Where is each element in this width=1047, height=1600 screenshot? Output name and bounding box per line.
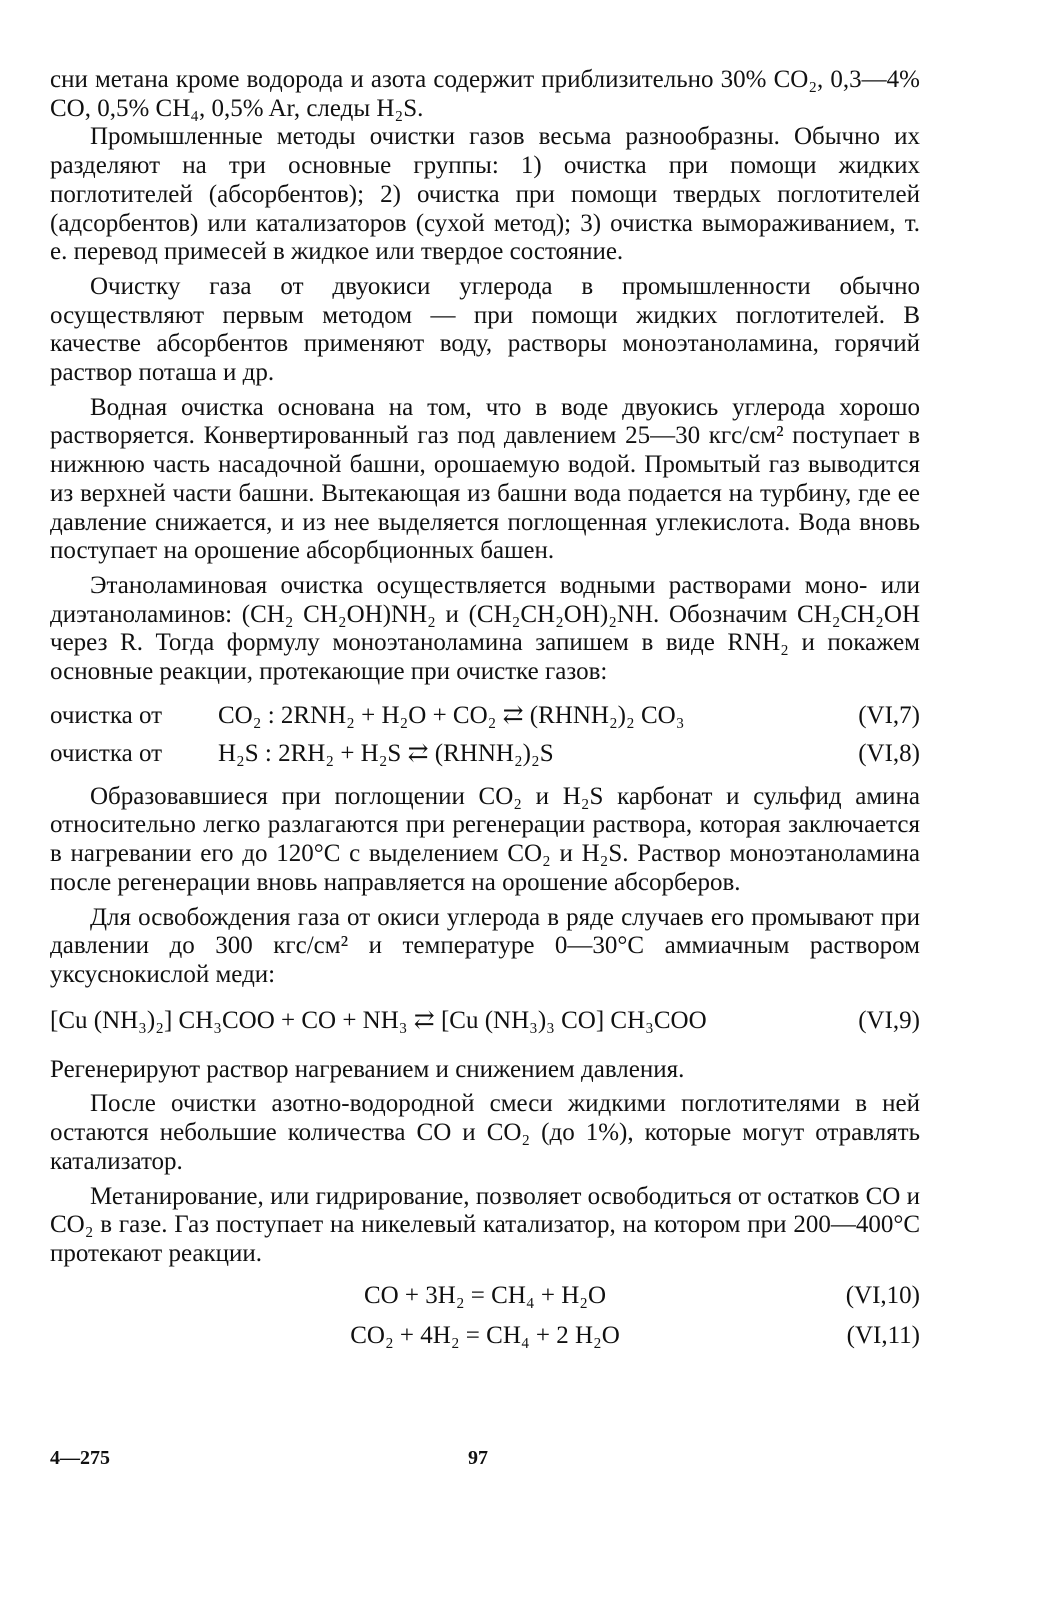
page-body [50,66,920,1353]
equation-number: (VI,8) [858,739,920,767]
equation-vi9 [50,1006,920,1038]
paragraph-remaining-co: После очистки азотно-водородной смеси жидкими поглотителями в ней остаются небольшие количества CO и CO₂ (до 1%), которые могут отравлять катализатор. [50,1090,920,1175]
paragraph-water-cleaning: Водная очистка основана на том, что в воде двуокись углерода хорошо растворяется. Конвертированный газ под давлением 25—30 кгс/см² поступает в нижнюю часть насадочной башни, орошаемую водой. Промытый газ выводится из верхней части башни. Вытекающая из башни вода подается на турбину, где ее давление снижается, и из нее выделяется поглощенная углекислота. Вода вновь поступает на орошение абсорбционных башен. [50,393,920,565]
paragraph-co-removal: Для освобождения газа от окиси углерода в ряде случаев его промывают при давлении до 300 кгс/см² и температуре 0—30°C аммиачным раствором уксуснокислой меди: [50,903,920,988]
equation-label: очистка от [50,739,163,767]
paragraph-regeneration: Образовавшиеся при поглощении CO₂ и H₂S карбонат и сульфид амина относительно легко разлагаются при регенерации раствора, которая заключается в нагревании его до 120°C с выделением CO₂ и H₂S. Раствор моноэтаноламина после регенерации вновь направляется на орошение абсорберов. [50,782,920,896]
equation-label: очистка от [50,701,163,729]
equation-vi8 [50,739,920,771]
equation-number: (VI,10) [845,1281,920,1309]
paragraph-ethanolamine: Этаноламиновая очистка осуществляется водными растворами моно- или диэтаноламинов: (CH₂ CH₂OH)NH₂ и (CH₂CH₂OH)₂NH. Обозначим CH₂CH₂OH через R. Тогда формулу моноэтаноламина запишем в виде RNH₂ и покажем основные реакции, протекающие при очистке газов: [50,571,920,686]
paragraph-co2-removal: Очистку газа от двуокиси углерода в промышленности обычно осуществляют первым методом — при помощи жидких поглотителей. В качестве абсорбентов применяют воду, растворы моноэтаноламина, горячий раствор поташа и др. [50,272,920,387]
printer-signature: 4—275 [50,1447,110,1469]
page-number: 97 [468,1447,488,1469]
equation-number: (VI,11) [846,1321,920,1349]
equation-formula: CO + 3H₂ = CH₄ + H₂O [363,1281,607,1309]
equation-number: (VI,9) [858,1006,920,1034]
paragraph-methanation: Метанирование, или гидрирование, позволяет освободиться от остатков CO и CO₂ в газе. Газ поступает на никелевый катализатор, на котором при 200—400°C протекают реакции. [50,1182,920,1267]
equation-formula: [Cu (NH₃)₂] CH₃COO + CO + NH₃ ⇄ [Cu (NH₃)₃ CO] CH₃COO [50,1006,707,1034]
equation-vi10 [50,1281,920,1313]
equation-formula: CO₂ + 4H₂ = CH₄ + 2 H₂O [350,1321,620,1349]
equation-vi11 [50,1321,920,1353]
equation-formula: CO₂ : 2RNH₂ + H₂O + CO₂ ⇄ (RHNH₂)₂ CO₃ [218,701,685,729]
page-footer [50,1447,920,1475]
equation-formula: H₂S : 2RH₂ + H₂S ⇄ (RHNH₂)₂S [218,739,554,767]
paragraph-intro: сни метана кроме водорода и азота содержит приблизительно 30% CO₂, 0,3—4% CO, 0,5% CH₄, 0,5% Ar, следы H₂S. [50,66,920,122]
equation-vi7 [50,701,920,733]
paragraph-regenerate-solution: Регенерируют раствор нагреванием и снижением давления. [50,1055,685,1083]
paragraph-methods: Промышленные методы очистки газов весьма разнообразны. Обычно их разделяют на три основные группы: 1) очистка при помощи жидких поглотителей (абсорбентов); 2) очистка при помощи твердых поглотителей (адсорбентов) или катализаторов (сухой метод); 3) очистка вымораживанием, т. е. перевод примесей в жидкое или твердое состояние. [50,123,920,266]
equation-number: (VI,7) [858,701,920,729]
